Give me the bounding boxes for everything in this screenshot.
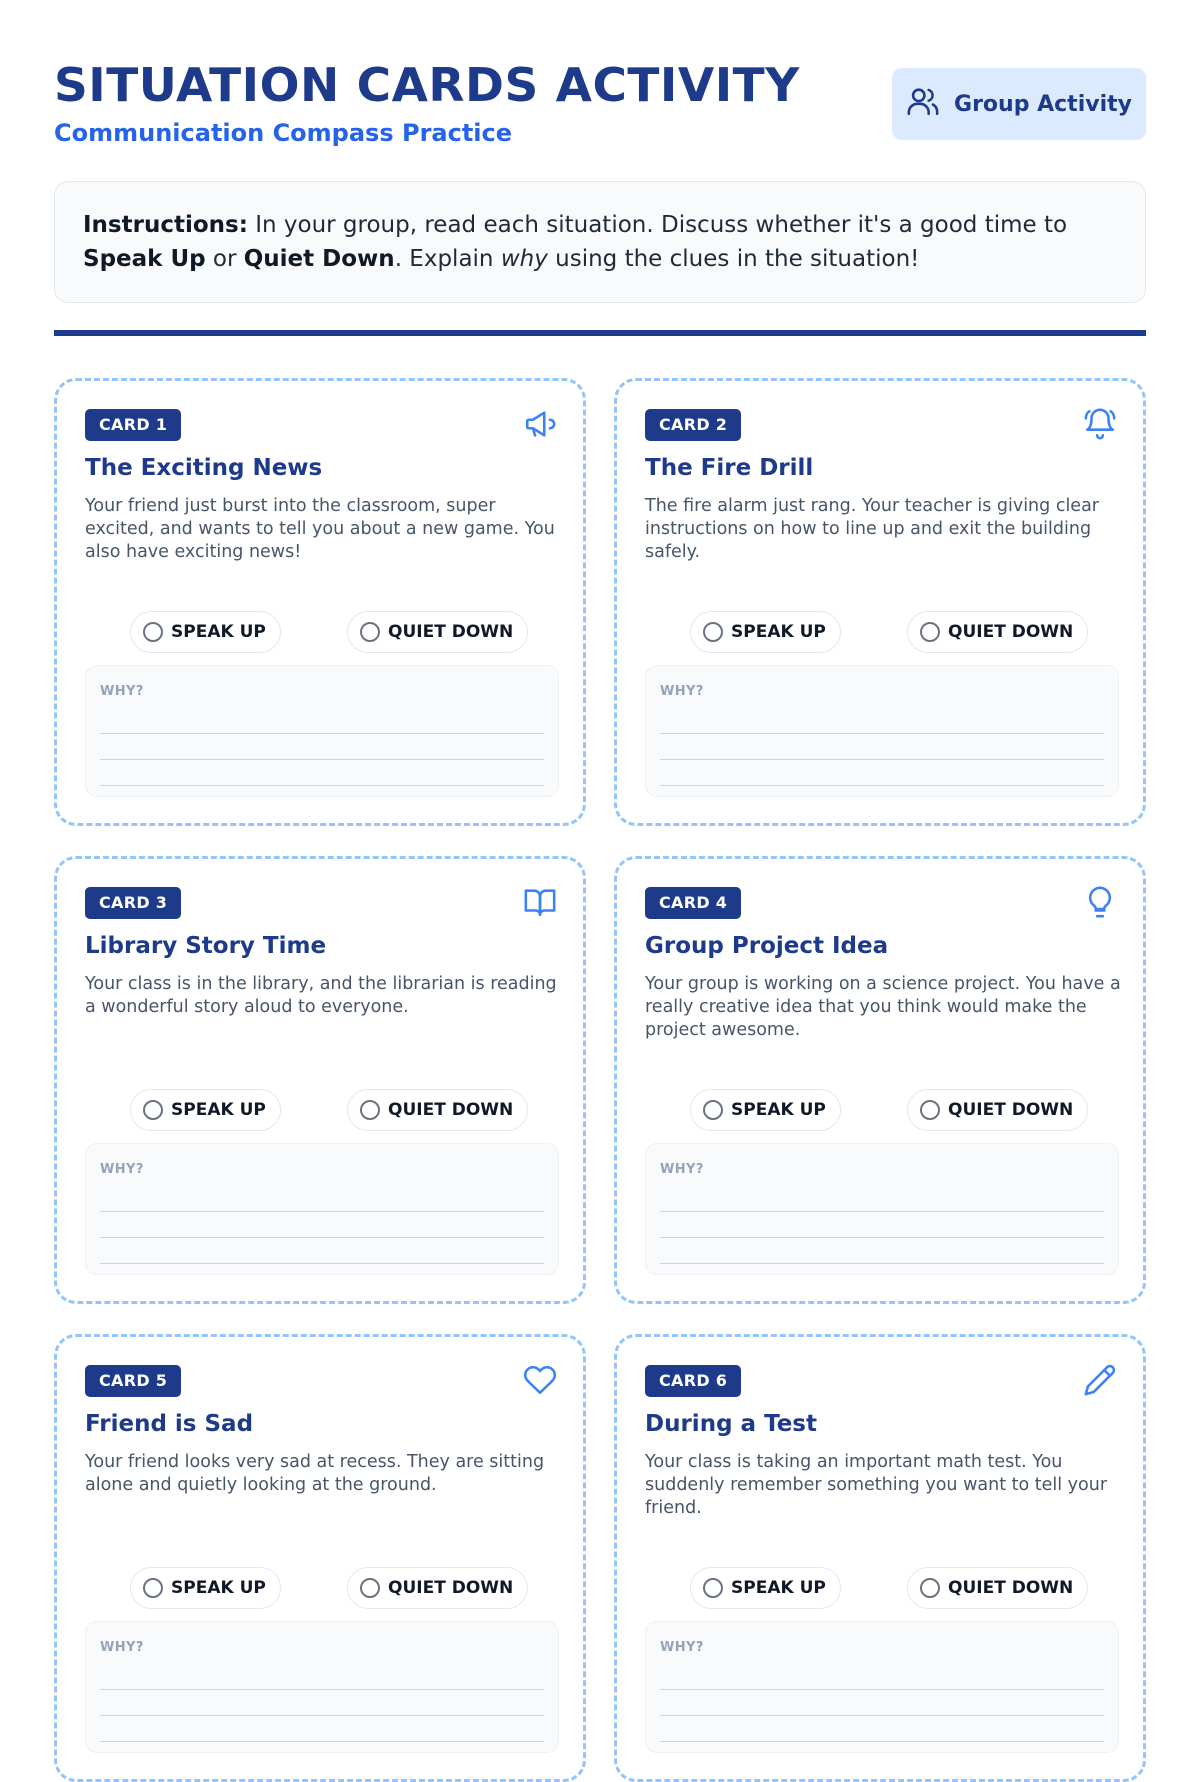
why-label: WHY? [660, 684, 704, 699]
why-label: WHY? [660, 1640, 704, 1655]
users-icon [906, 84, 940, 124]
radio-circle[interactable] [703, 622, 723, 642]
situation-card [614, 378, 1146, 826]
instructions-speak-up: Speak Up [83, 246, 206, 272]
radio-circle[interactable] [703, 1578, 723, 1598]
situation-card [54, 1334, 586, 1782]
why-label: WHY? [100, 1640, 144, 1655]
speak-up-option[interactable] [690, 1567, 841, 1609]
bell-icon [1083, 407, 1117, 441]
answer-line [100, 759, 544, 760]
answer-line [660, 1211, 1104, 1212]
why-answer-box[interactable] [645, 1621, 1119, 1753]
answer-line [100, 1689, 544, 1690]
radio-circle[interactable] [143, 1100, 163, 1120]
quiet-down-option[interactable] [907, 1567, 1088, 1609]
radio-circle[interactable] [360, 622, 380, 642]
card-description: Your class is taking an important math test. You suddenly remember something you want to tell your friend. [645, 1452, 1108, 1518]
card-description: The fire alarm just rang. Your teacher is giving clear instructions on how to line up and exit the building safely. [645, 496, 1099, 562]
card-description: Your friend looks very sad at recess. They are sitting alone and quietly looking at the ground. [85, 1452, 545, 1495]
quiet-down-option[interactable] [907, 611, 1088, 653]
speak-up-label: SPEAK UP [731, 1578, 826, 1598]
quiet-down-label: QUIET DOWN [948, 1578, 1074, 1598]
book-icon [523, 885, 557, 919]
speak-up-option[interactable] [130, 1089, 281, 1131]
speak-up-option[interactable] [690, 1089, 841, 1131]
answer-line [660, 759, 1104, 760]
header [54, 0, 1146, 180]
answer-line [100, 1263, 544, 1264]
page [54, 0, 1146, 1655]
answer-line [660, 785, 1104, 786]
radio-circle[interactable] [143, 1578, 163, 1598]
pencil-icon [1083, 1363, 1117, 1397]
card-title: During a Test [645, 1411, 817, 1437]
instructions-text-3: . Explain [394, 246, 501, 272]
why-label: WHY? [100, 1162, 144, 1177]
speak-up-option[interactable] [690, 611, 841, 653]
card-tag: CARD 5 [85, 1365, 181, 1397]
instructions-lead: Instructions: [83, 212, 248, 238]
card-title: Library Story Time [85, 933, 327, 959]
speak-up-label: SPEAK UP [171, 1578, 266, 1598]
card-tag: CARD 3 [85, 887, 181, 919]
instructions-text-2: or [205, 246, 244, 272]
lightbulb-icon [1083, 885, 1117, 919]
group-activity-label: Group Activity [954, 91, 1132, 117]
radio-circle[interactable] [920, 622, 940, 642]
quiet-down-label: QUIET DOWN [388, 622, 514, 642]
instructions-box [54, 181, 1146, 303]
why-answer-box[interactable] [85, 1143, 559, 1275]
radio-circle[interactable] [703, 1100, 723, 1120]
speak-up-label: SPEAK UP [731, 1100, 826, 1120]
answer-line [660, 1237, 1104, 1238]
section-divider [54, 330, 1146, 336]
radio-circle[interactable] [360, 1578, 380, 1598]
quiet-down-option[interactable] [347, 1089, 528, 1131]
quiet-down-label: QUIET DOWN [388, 1578, 514, 1598]
why-answer-box[interactable] [645, 1143, 1119, 1275]
situation-card [614, 856, 1146, 1304]
radio-circle[interactable] [143, 622, 163, 642]
card-title: Group Project Idea [645, 933, 889, 959]
card-description: Your friend just burst into the classroom, super excited, and wants to tell you about a new game. You also have exciting news! [85, 496, 555, 562]
situation-card [614, 1334, 1146, 1782]
why-answer-box[interactable] [85, 665, 559, 797]
instructions-why: why [500, 246, 548, 272]
why-label: WHY? [660, 1162, 704, 1177]
answer-line [100, 785, 544, 786]
card-tag: CARD 4 [645, 887, 741, 919]
answer-line [100, 1741, 544, 1742]
card-title: Friend is Sad [85, 1411, 254, 1437]
why-label: WHY? [100, 684, 144, 699]
quiet-down-option[interactable] [347, 611, 528, 653]
heart-icon [523, 1363, 557, 1397]
card-tag: CARD 6 [645, 1365, 741, 1397]
why-answer-box[interactable] [85, 1621, 559, 1753]
quiet-down-option[interactable] [907, 1089, 1088, 1131]
situation-card [54, 378, 586, 826]
page-subtitle: Communication Compass Practice [54, 119, 513, 147]
quiet-down-label: QUIET DOWN [948, 622, 1074, 642]
quiet-down-label: QUIET DOWN [388, 1100, 514, 1120]
why-answer-box[interactable] [645, 665, 1119, 797]
radio-circle[interactable] [360, 1100, 380, 1120]
card-tag: CARD 1 [85, 409, 181, 441]
answer-line [660, 1263, 1104, 1264]
instructions-quiet-down: Quiet Down [243, 246, 395, 272]
megaphone-icon [523, 407, 557, 441]
quiet-down-label: QUIET DOWN [948, 1100, 1074, 1120]
answer-line [660, 733, 1104, 734]
answer-line [660, 1741, 1104, 1742]
card-title: The Fire Drill [645, 455, 814, 481]
card-title: The Exciting News [85, 455, 323, 481]
answer-line [100, 1715, 544, 1716]
answer-line [660, 1715, 1104, 1716]
answer-line [660, 1689, 1104, 1690]
answer-line [100, 1237, 544, 1238]
instructions-text-1: In your group, read each situation. Discuss whether it's a good time to [247, 212, 1068, 238]
card-tag: CARD 2 [645, 409, 741, 441]
radio-circle[interactable] [920, 1578, 940, 1598]
answer-line [100, 1211, 544, 1212]
speak-up-option[interactable] [130, 611, 281, 653]
answer-line [100, 733, 544, 734]
card-description: Your group is working on a science project. You have a really creative idea that you think would make the project awesome. [645, 974, 1121, 1040]
card-description: Your class is in the library, and the librarian is reading a wonderful story aloud to everyone. [85, 974, 557, 1017]
group-activity-badge [892, 68, 1146, 140]
situation-card [54, 856, 586, 1304]
speak-up-option[interactable] [130, 1567, 281, 1609]
quiet-down-option[interactable] [347, 1567, 528, 1609]
speak-up-label: SPEAK UP [171, 622, 266, 642]
speak-up-label: SPEAK UP [731, 622, 826, 642]
page-title: SITUATION CARDS ACTIVITY [54, 58, 800, 112]
radio-circle[interactable] [920, 1100, 940, 1120]
instructions-text-4: using the clues in the situation! [547, 246, 920, 272]
speak-up-label: SPEAK UP [171, 1100, 266, 1120]
